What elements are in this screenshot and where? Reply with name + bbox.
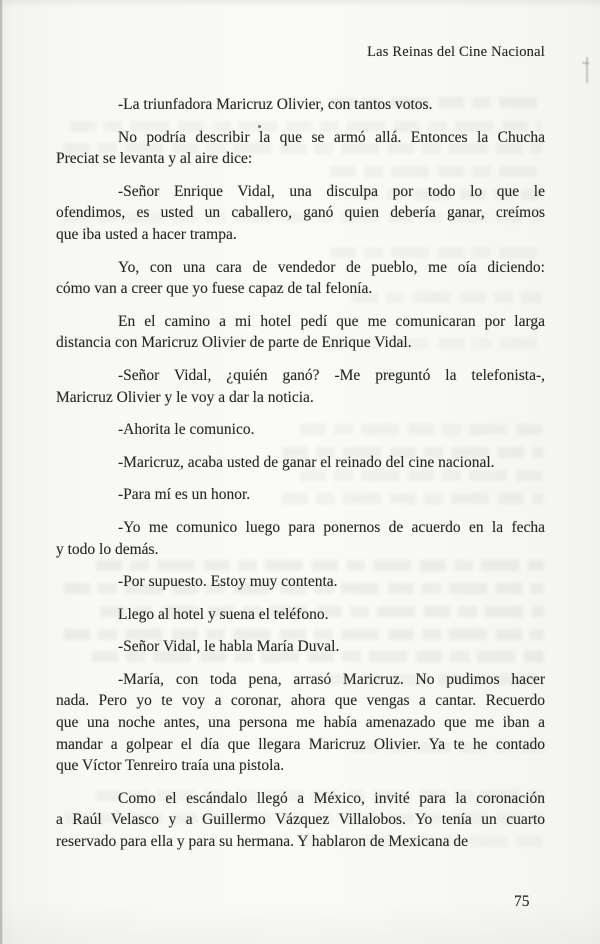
paragraph (56, 257, 545, 300)
paragraph (56, 127, 545, 170)
scan-artifact-tick (582, 62, 589, 64)
paragraph (56, 669, 545, 777)
text-line: -Para mí es un honor. (118, 486, 251, 504)
text-line: a Raúl Velasco y a Guillermo Vázquez Villalobos. Yo tenía un cuarto (56, 811, 545, 829)
text-line: No podría describir la que se armó allá. Entonces la Chucha (118, 128, 545, 146)
text-line: y todo lo demás. (56, 540, 159, 558)
text-line: nada. Pero yo te voy a coronar, ahora que vengas a cantar. Recuerdo (56, 692, 545, 710)
text-line: Llego al hotel y suena el teléfono. (118, 605, 329, 623)
text-line: -María, con toda pena, arrasó Maricruz. No pudimos hacer (118, 670, 545, 688)
text-line: -Yo me comunico luego para ponernos de acuerdo en la fecha (118, 518, 545, 536)
text-block (56, 94, 545, 864)
text-line: Yo, con una cara de vendedor de pueblo, me oía diciendo: (118, 258, 545, 276)
text-line: -Señor Enrique Vidal, una disculpa por todo lo que le (118, 182, 545, 200)
paragraph (56, 365, 545, 408)
paragraph (56, 604, 545, 626)
text-line: -Señor Vidal, ¿quién ganó? -Me preguntó la telefonista-, (118, 366, 545, 384)
paragraph (56, 94, 545, 116)
text-line: reservado para ella y para su hermana. Y hablaron de Mexicana de (56, 833, 468, 851)
running-header: Las Reinas del Cine Nacional (367, 44, 545, 60)
paragraph (56, 181, 545, 246)
paragraph (56, 571, 545, 593)
text-line: Maricruz Olivier y le voy a dar la noticia. (56, 388, 314, 406)
paragraph (56, 636, 545, 658)
paragraph (56, 484, 545, 506)
text-line: que iba usted a hacer trampa. (56, 225, 237, 243)
paragraph (56, 452, 545, 474)
paragraph (56, 517, 545, 560)
text-line: -Maricruz, acaba usted de ganar el reinado del cine nacional. (118, 453, 495, 471)
paragraph (56, 419, 545, 441)
text-line: -Señor Vidal, le habla María Duval. (118, 638, 340, 656)
paragraph (56, 788, 545, 853)
text-line: En el camino a mi hotel pedí que me comunicaran por larga (118, 312, 545, 330)
text-line: -La triunfadora Maricruz Olivier, con tantos votos. (118, 96, 433, 113)
text-line: Como el escándalo llegó a México, invité para la coronación (118, 789, 545, 807)
text-line: que Víctor Tenreiro traía una pistola. (56, 757, 285, 775)
text-line: mandar a golpear el día que llegara Maricruz Olivier. Ya te he contado (56, 735, 545, 753)
paragraph (56, 311, 545, 354)
text-line: distancia con Maricruz Olivier de parte de Enrique Vidal. (56, 334, 412, 352)
text-line: cómo van a creer que yo fuese capaz de tal felonía. (56, 280, 373, 298)
text-line: -Por supuesto. Estoy muy contenta. (118, 573, 338, 591)
text-line: Preciat se levanta y al aire dice: (56, 150, 253, 168)
text-line: que una noche antes, una persona me había amenazado que me iban a (56, 714, 545, 732)
text-line: ofendimos, es usted un caballero, ganó quien debería ganar, creímos (56, 204, 545, 222)
page-number: 75 (514, 893, 530, 910)
text-line: -Ahorita le comunico. (118, 421, 255, 439)
scan-artifact-line (586, 57, 588, 83)
